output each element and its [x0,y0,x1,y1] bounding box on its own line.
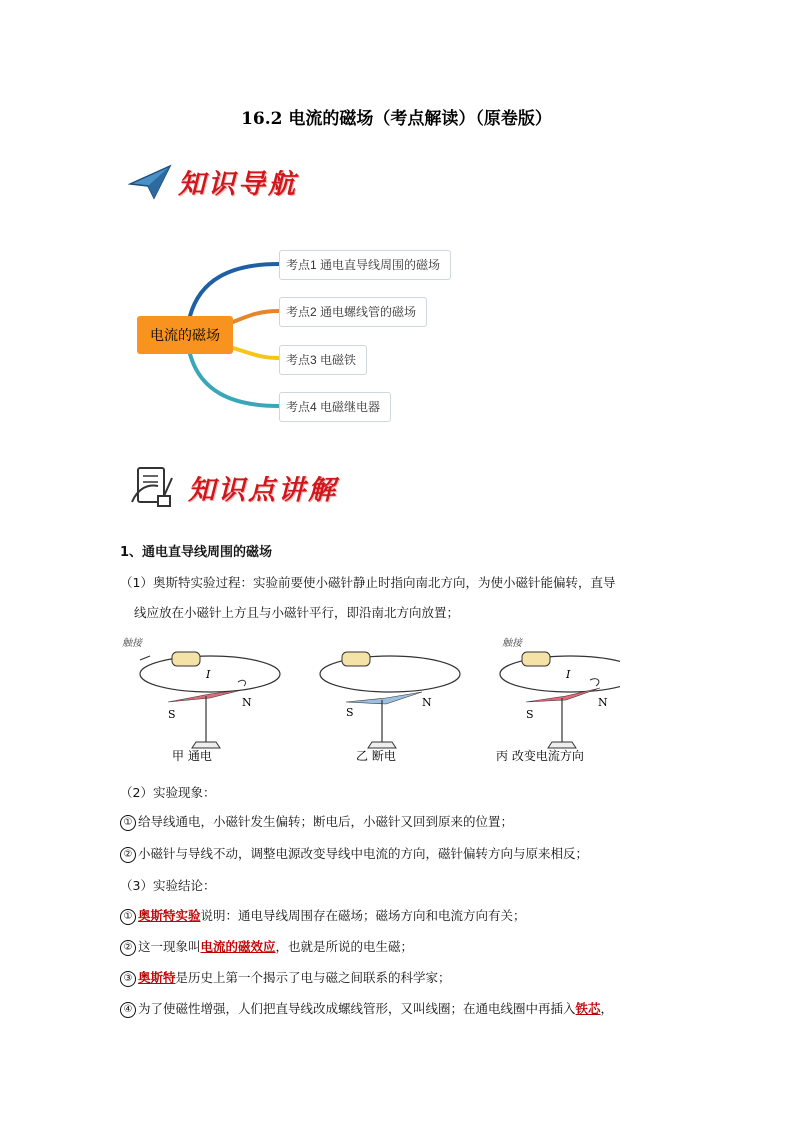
observation-1 [120,812,513,831]
caption-reversed: 丙 改变电流方向 [496,749,584,763]
conclusion-2 [120,937,413,956]
conclusion-1-text: 说明：通电导线周围存在磁场；磁场方向和电流方向有关； [200,908,526,923]
highlight-oersted-experiment: 奥斯特实验 [138,908,201,923]
current-label: I [206,668,211,681]
para-2-title: （2）实验现象： [120,785,216,800]
section-1-title: 1、通电直导线周围的磁场 [120,545,273,560]
para-1-line-2: 线应放在小磁针上方且与小磁针平行，即沿南北方向放置； [134,605,460,620]
pole-n-label: N [242,696,252,709]
caption-disconnected: 乙 断电 [356,749,396,763]
pole-n-label: N [598,696,608,709]
mindmap-root: 电流的磁场 [137,316,233,354]
circled-number: ① [120,815,136,831]
current-label: I [566,668,571,681]
para-3-title: （3）实验结论： [120,878,216,893]
observation-2 [120,844,588,863]
branch-line-2 [233,311,279,322]
branch-line-1 [190,264,279,316]
conclusion-4 [120,999,613,1018]
conclusion-4-pre: 为了使磁性增强，人们把直导线改成螺线管形，又叫线圈；在通电线圈中再插入 [138,1001,576,1016]
pole-s-label: S [346,706,354,719]
oersted-experiment-figure [120,630,620,770]
branch-line-4 [190,354,279,406]
page-title: 16.2 电流的磁场（考点解读）（原卷版） [241,109,552,129]
conclusion-1 [120,906,526,925]
paper-plane-icon [128,164,172,200]
caption-powered: 甲 通电 [172,749,212,763]
nav-heading-text: 知识导航 [178,169,298,200]
pole-s-label: S [168,708,176,721]
scroll-quill-icon [128,462,178,512]
conclusion-3 [120,968,451,987]
lecture-heading-text: 知识点讲解 [188,474,338,506]
conclusion-2-pre: 这一现象叫 [138,939,201,954]
knowledge-nav-heading [128,162,298,201]
branch-line-3 [233,348,279,358]
highlight-magnetic-effect: 电流的磁效应 [200,939,276,954]
observation-1-text: 给导线通电，小磁针发生偏转；断电后，小磁针又回到原来的位置； [138,814,514,829]
highlight-oersted: 奥斯特 [138,970,176,985]
mindmap-branch-3: 考点3 电磁铁 [279,345,367,375]
pole-n-label: N [422,696,432,709]
circled-number: ③ [120,971,136,987]
circled-number: ② [120,940,136,956]
circled-number: ② [120,847,136,863]
knowledge-lecture-heading [128,462,338,512]
observation-2-text: 小磁针与导线不动，调整电源改变导线中电流的方向，磁针偏转方向与原来相反； [138,846,589,861]
panel-disconnected [320,652,460,763]
mindmap-branch-2: 考点2 通电螺线管的磁场 [279,297,427,327]
mindmap-branch-1: 考点1 通电直导线周围的磁场 [279,250,451,280]
highlight-iron-core: 铁芯 [575,1001,601,1016]
handwritten-label: 触接 [502,638,522,649]
para-1-line-1: （1）奥斯特实验过程：实验前要使小磁针静止时指向南北方向，为使小磁针能偏转，直导 [120,575,616,590]
handwritten-label: 触接 [122,638,142,649]
circled-number: ① [120,909,136,925]
panel-powered [122,637,280,763]
conclusion-2-post: ，也就是所说的电生磁； [275,939,414,954]
conclusion-4-post: ， [600,1001,614,1016]
pole-s-label: S [526,708,534,721]
panel-reversed [496,637,620,763]
circled-number: ④ [120,1002,136,1018]
mindmap-branch-4: 考点4 电磁继电器 [279,392,391,422]
conclusion-3-text: 是历史上第一个揭示了电与磁之间联系的科学家； [175,970,451,985]
